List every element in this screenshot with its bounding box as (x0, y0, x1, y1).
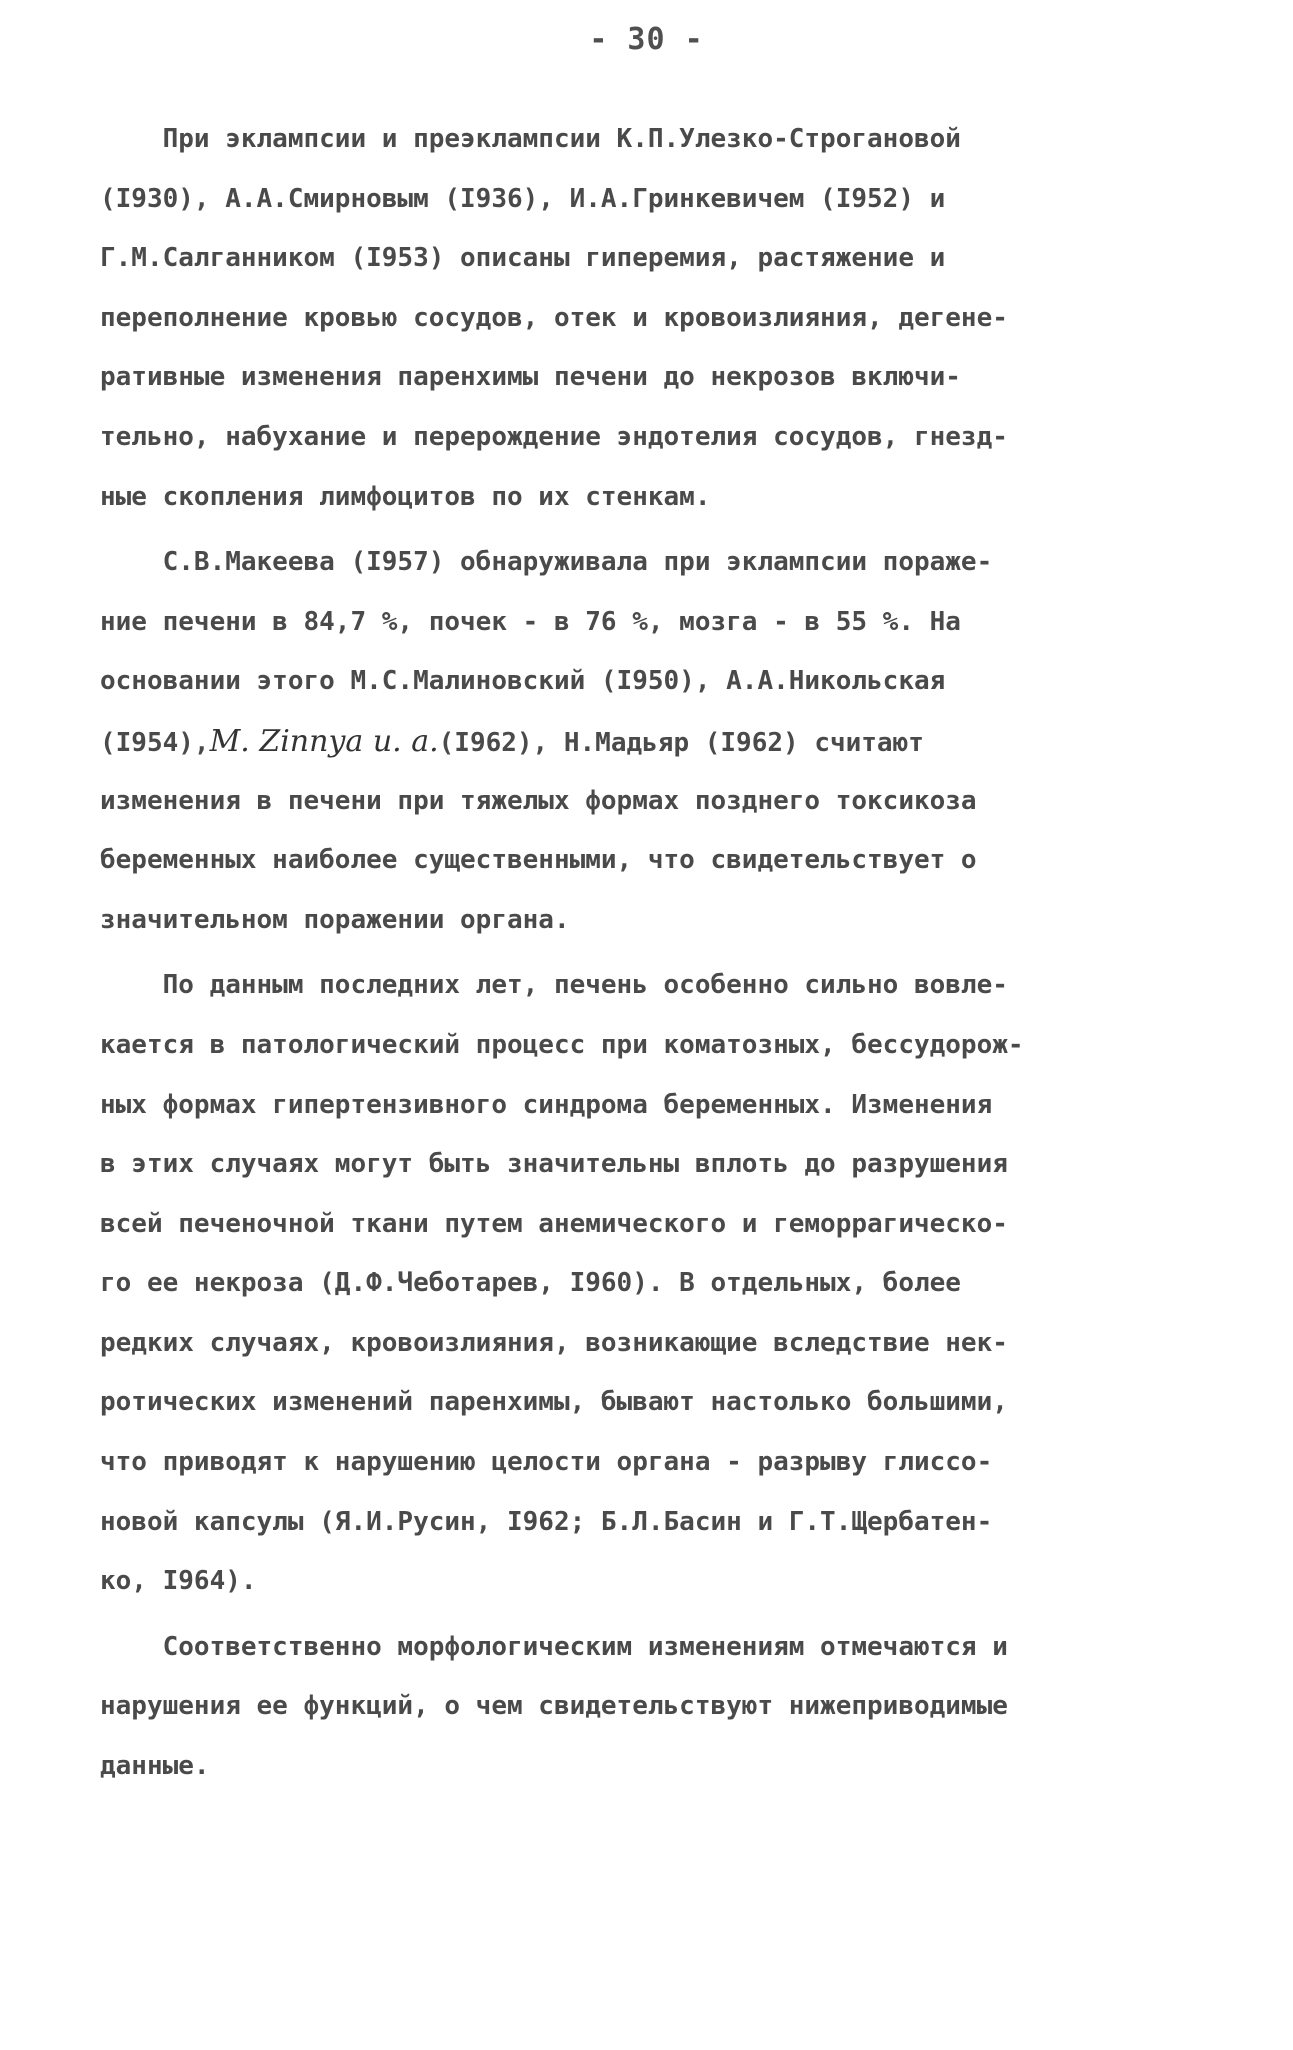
text-line: По данным последних лет, печень особенно сильно вовле- (100, 970, 1008, 1001)
text-line-with-handwriting (100, 712, 1172, 772)
text-line: беременных наиболее существенными, что свидетельствует о (100, 845, 977, 876)
text-line: всей печеночной ткани путем анемического и геморрагическо- (100, 1208, 1008, 1239)
text-line: ративные изменения паренхимы печени до некрозов включи- (100, 362, 961, 393)
text-line: ние печени в 84,7 %, почек - в 76 %, мозга - в 55 %. На (100, 606, 961, 637)
text-line: новой капсулы (Я.И.Русин, I962; Б.Л.Басин и Г.Т.Щербатен- (100, 1506, 993, 1537)
text-line: нарушения ее функций, о чем свидетельствуют нижеприводимые (100, 1691, 1008, 1722)
text-line: го ее некроза (Д.Ф.Чеботарев, I960). В отдельных, более (100, 1268, 961, 1299)
text-line: что приводят к нарушению целости органа - разрыву глиссо- (100, 1447, 993, 1478)
handwritten-insertion: M. Zinnya u. a. (209, 723, 439, 759)
text-line: значительном поражении органа. (100, 904, 570, 935)
text-line: Г.М.Салганником (I953) описаны гиперемия, растяжение и (100, 243, 946, 274)
text-line: ко, I964). (100, 1566, 257, 1597)
text-line: (I930), А.А.Смирновым (I936), И.А.Гринкевичем (I952) и (100, 183, 946, 214)
text-line: основании этого М.С.Малиновский (I950), А.А.Никольская (100, 666, 946, 697)
text-line: данные. (100, 1751, 210, 1782)
text-line: Соответственно морфологическим изменениям отмечаются и (100, 1631, 1008, 1662)
text-segment: (I954), (100, 727, 210, 758)
paragraph-4 (100, 1618, 1172, 1797)
text-line: ных формах гипертензивного синдрома беременных. Изменения (100, 1089, 993, 1120)
text-line: переполнение кровью сосудов, отек и кровоизлияния, дегене- (100, 302, 1008, 333)
text-segment: (I962), Н.Мадьяр (I962) считают (438, 727, 924, 758)
text-line: в этих случаях могут быть значительны вплоть до разрушения (100, 1149, 1008, 1180)
page-number: - 30 - (589, 22, 704, 57)
text-line: редких случаях, кровоизлияния, возникающие вследствие нек- (100, 1327, 1008, 1358)
body-text (100, 110, 1172, 1797)
paragraph-3 (100, 956, 1172, 1612)
paragraph-1 (100, 110, 1172, 527)
text-line: ные скопления лимфоцитов по их стенкам. (100, 481, 711, 512)
text-line: изменения в печени при тяжелых формах позднего токсикоза (100, 785, 977, 816)
text-line: кается в патологический процесс при коматозных, бессудорож- (100, 1029, 1024, 1060)
text-line: С.В.Макеева (I957) обнаруживала при эклампсии пораже- (100, 547, 993, 578)
text-line: При эклампсии и преэклампсии К.П.Улезко-Строгановой (100, 124, 961, 154)
paragraph-2 (100, 533, 1172, 950)
text-line: тельно, набухание и перерождение эндотелия сосудов, гнезд- (100, 421, 1008, 452)
text-line: ротических изменений паренхимы, бывают настолько большими, (100, 1387, 1008, 1418)
